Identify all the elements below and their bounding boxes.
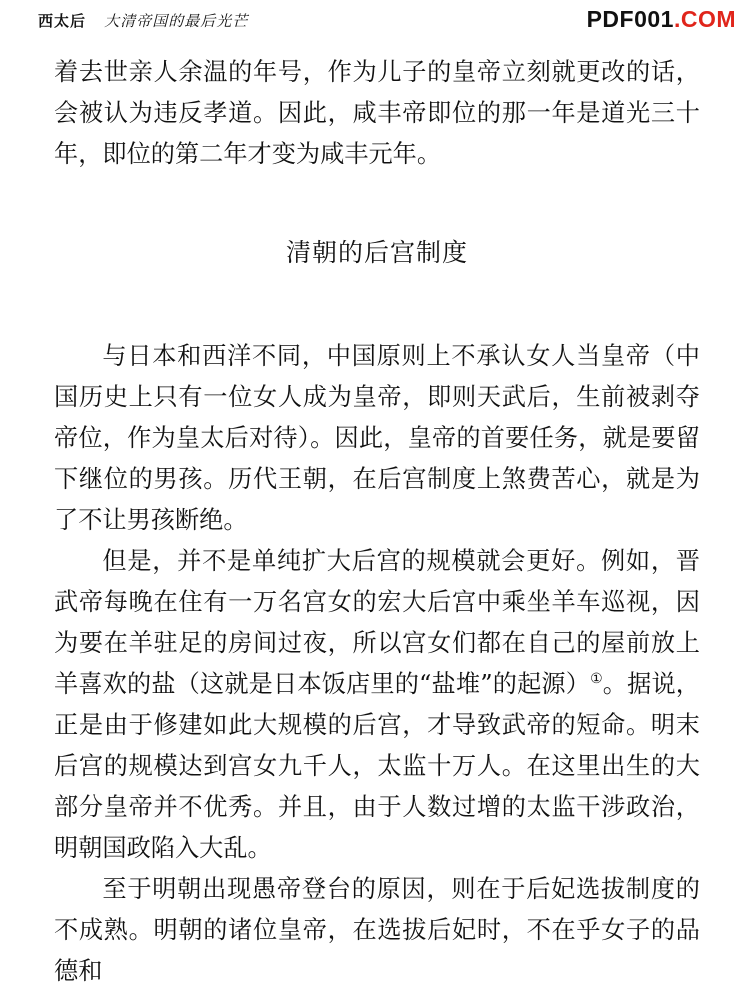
section-title: 清朝的后宫制度 bbox=[285, 238, 468, 267]
footnote-reference-mark[interactable]: ① bbox=[590, 670, 603, 687]
paragraph-1: 与日本和西洋不同，中国原则上不承认女人当皇帝（中国历史上只有一位女人成为皇帝，即则天武后，生前被剥夺帝位，作为皇太后对待）。因此，皇帝的首要任务，就是要留下继位的男孩。历代王朝，在后宫制度上煞费苦心，就是为了不让男孩断绝。 bbox=[54, 342, 700, 534]
watermark-domain-suffix: .COM bbox=[673, 6, 736, 32]
paragraph-intro: 着去世亲人余温的年号，作为儿子的皇帝立刻就更改的话，会被认为违反孝道。因此，咸丰帝即位的那一年是道光三十年，即位的第二年才变为咸丰元年。 bbox=[54, 58, 700, 168]
header-book-title: 大清帝国的最后光芒 bbox=[104, 12, 249, 30]
watermark-main-text: PDF001 bbox=[586, 6, 674, 32]
page-body bbox=[54, 52, 700, 992]
site-watermark bbox=[587, 6, 736, 33]
paragraph-2-text-before-note: 但是，并不是单纯扩大后宫的规模就会更好。例如，晋武帝每晚在住有一万名宫女的宏大后宫中乘坐羊车巡视，因为要在羊驻足的房间过夜，所以宫女们都在自己的屋前放上羊喜欢的盐（这就是日本饭店里的“盐堆”的起源） bbox=[54, 547, 700, 698]
paragraph-3: 至于明朝出现愚帝登台的原因，则在于后妃选拔制度的不成熟。明朝的诸位皇帝，在选拔后妃时，不在乎女子的品德和 bbox=[54, 875, 700, 985]
header-section-label: 西太后 bbox=[38, 12, 87, 30]
paragraph-2-text-after-note: 。据说，正是由于修建如此大规模的后宫，才导致武帝的短命。明末后宫的规模达到宫女九千人，太监十万人。在这里出生的大部分皇帝并不优秀。并且，由于人数过增的太监干涉政治，明朝国政陷入大乱。 bbox=[54, 670, 700, 862]
running-header bbox=[38, 10, 248, 31]
paragraph-2 bbox=[54, 541, 700, 869]
